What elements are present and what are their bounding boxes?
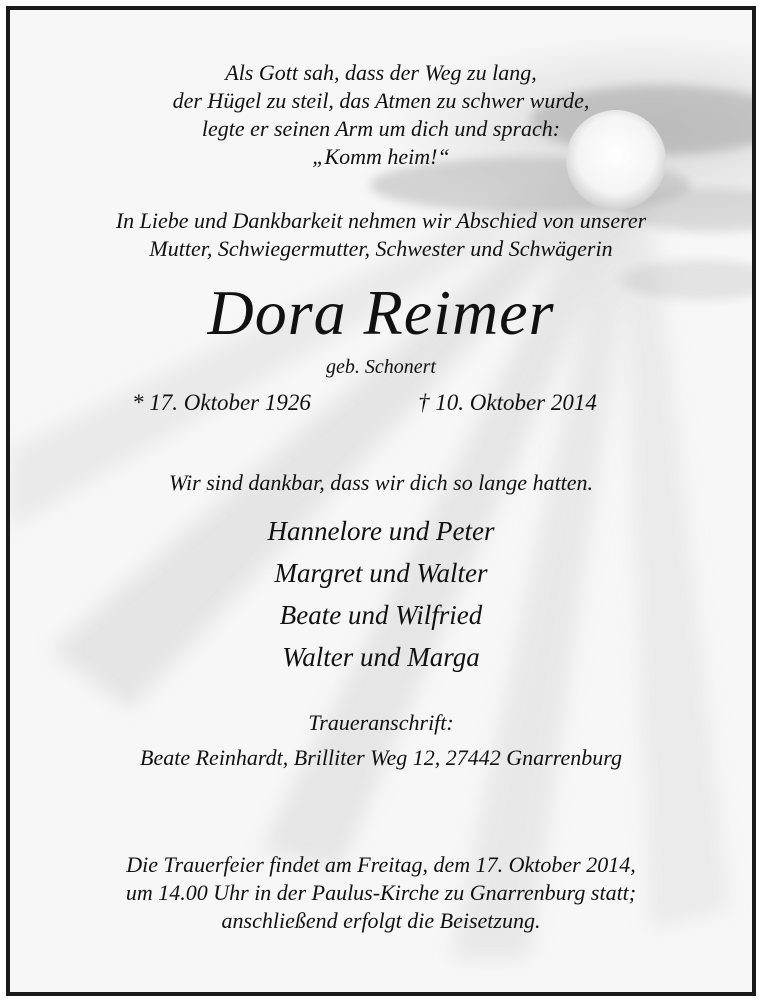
- thanks-line: Wir sind dankbar, dass wir dich so lange hatten.: [168, 470, 594, 495]
- intro-line: Mutter, Schwiegermutter, Schwester und Schwägerin: [149, 236, 613, 261]
- family-member: Margret und Walter: [274, 558, 488, 588]
- death-date: † 10. Oktober 2014: [418, 390, 597, 415]
- birth-date: * 17. Oktober 1926: [132, 390, 311, 415]
- deceased-name: Dora Reimer: [207, 277, 555, 348]
- funeral-line: Die Trauerfeier findet am Freitag, dem 17. Oktober 2014,: [126, 852, 636, 877]
- address-value: Beate Reinhardt, Brilliter Weg 12, 27442 Gnarrenburg: [140, 745, 622, 770]
- address-label: Traueranschrift:: [308, 710, 454, 735]
- poem-line: Als Gott sah, dass der Weg zu lang,: [225, 60, 537, 85]
- family-member: Walter und Marga: [282, 642, 480, 672]
- intro-line: In Liebe und Dankbarkeit nehmen wir Abschied von unserer: [115, 208, 647, 233]
- funeral-line: um 14.00 Uhr in der Paulus-Kirche zu Gnarrenburg statt;: [125, 880, 637, 905]
- obituary-notice: [6, 6, 756, 996]
- family-member: Hannelore und Peter: [267, 516, 495, 546]
- poem-line: der Hügel zu steil, das Atmen zu schwer wurde,: [172, 88, 590, 113]
- funeral-line: anschließend erfolgt die Beisetzung.: [221, 908, 541, 933]
- poem-line: „Komm heim!“: [312, 144, 450, 169]
- family-member: Beate und Wilfried: [279, 600, 483, 630]
- poem-line: legte er seinen Arm um dich und sprach:: [201, 116, 561, 141]
- maiden-name: geb. Schonert: [326, 356, 436, 378]
- notice-content: [10, 10, 752, 992]
